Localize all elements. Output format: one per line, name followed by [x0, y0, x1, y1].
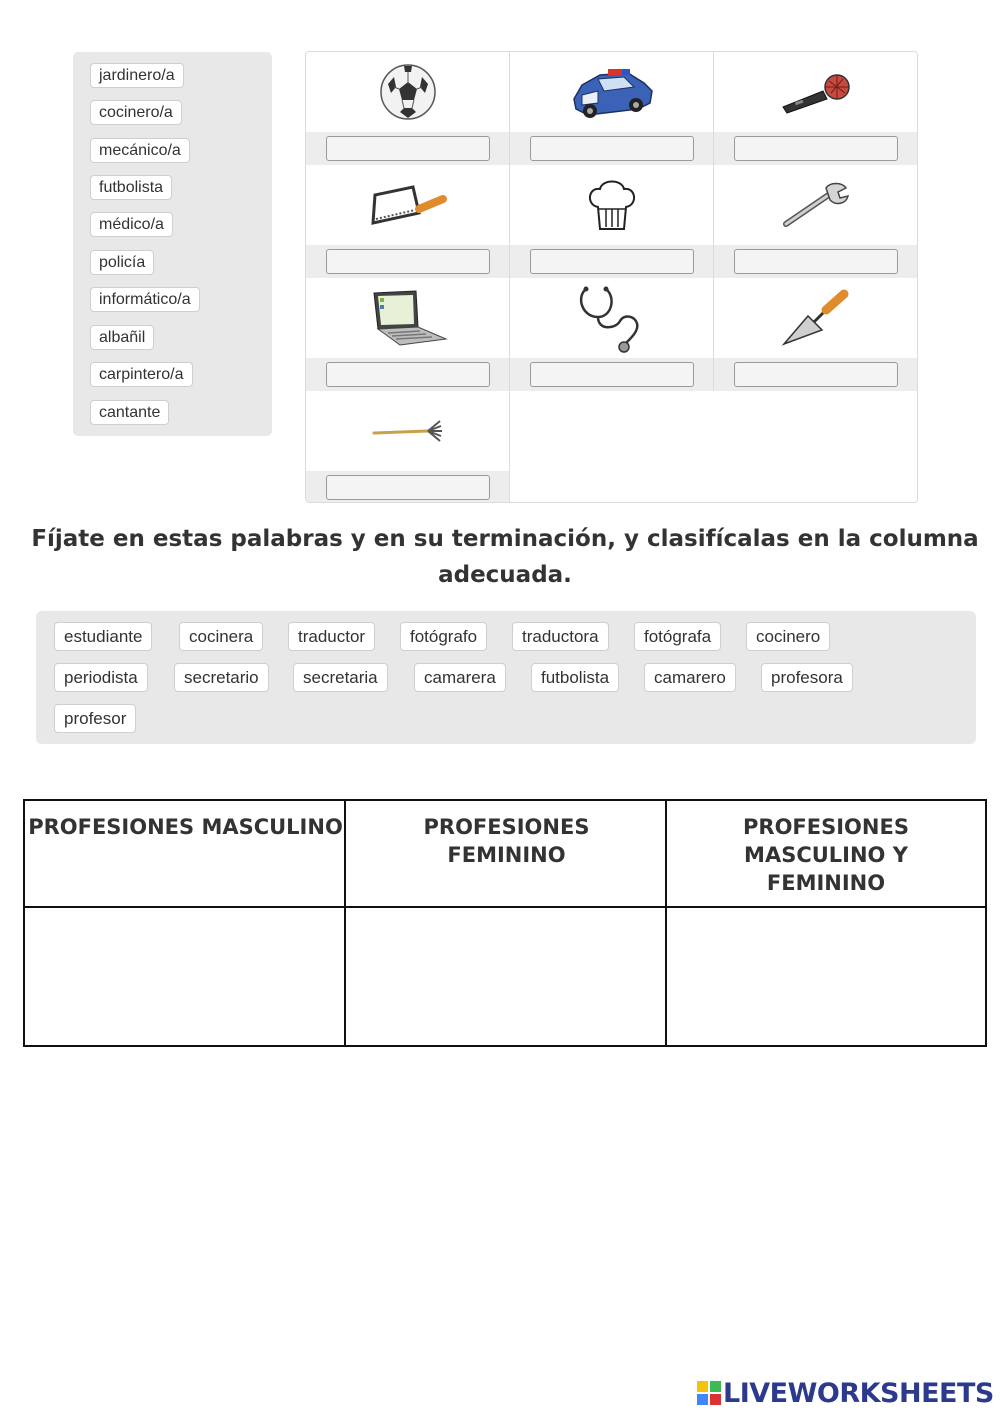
word-chip[interactable]: futbolista — [531, 663, 619, 692]
word-chip[interactable]: camarero — [644, 663, 736, 692]
police-car-icon — [568, 61, 656, 123]
grid-cell — [510, 278, 713, 391]
word-chip[interactable]: informático/a — [90, 287, 200, 312]
answer-input[interactable] — [734, 362, 898, 387]
answer-input[interactable] — [326, 362, 490, 387]
word-chip[interactable]: futbolista — [90, 175, 172, 200]
word-chip[interactable]: jardinero/a — [90, 63, 184, 88]
word-chip[interactable]: fotógrafa — [634, 622, 721, 651]
drop-zone-masculine[interactable] — [25, 908, 344, 1045]
grid-divider — [713, 52, 714, 391]
word-chip[interactable]: carpintero/a — [90, 362, 193, 387]
answer-input[interactable] — [734, 136, 898, 161]
grid-cell — [714, 52, 917, 165]
rake-icon — [370, 416, 446, 446]
liveworksheets-logo — [697, 1376, 994, 1410]
column-header-both: PROFESIONES MASCULINO Y FEMININO — [743, 815, 909, 895]
grid-cell — [510, 52, 713, 165]
chef-hat-icon — [584, 177, 640, 233]
word-chip[interactable]: albañil — [90, 325, 154, 350]
grid-cell — [306, 52, 509, 165]
word-bank-words — [36, 611, 976, 744]
instruction-text: Fíjate en estas palabras y en su terminación, y clasifícalas en la columna adecuada. — [31, 526, 979, 588]
grid-cell — [714, 278, 917, 391]
word-chip[interactable]: profesora — [761, 663, 853, 692]
word-chip[interactable]: fotógrafo — [400, 622, 487, 651]
grid-cell — [306, 278, 509, 391]
grid-cell — [306, 391, 509, 503]
word-chip[interactable]: estudiante — [54, 622, 152, 651]
answer-input[interactable] — [530, 136, 694, 161]
drop-zone-feminine[interactable] — [346, 908, 665, 1045]
answer-input[interactable] — [530, 362, 694, 387]
word-chip[interactable]: secretario — [174, 663, 269, 692]
logo-text: LIVEWORKSHEETS — [723, 1377, 994, 1409]
word-chip[interactable]: camarera — [414, 663, 506, 692]
wrench-icon — [780, 180, 852, 230]
word-chip[interactable]: profesor — [54, 704, 136, 733]
word-chip[interactable]: cocinero — [746, 622, 830, 651]
column-header-masculine: PROFESIONES MASCULINO — [28, 815, 343, 839]
drop-zone-both[interactable] — [667, 908, 985, 1045]
answer-input[interactable] — [530, 249, 694, 274]
word-chip[interactable]: cocinero/a — [90, 100, 182, 125]
word-chip[interactable]: periodista — [54, 663, 148, 692]
grid-cell — [306, 165, 509, 278]
answer-input[interactable] — [326, 475, 490, 500]
soccer-ball-icon — [378, 62, 438, 122]
microphone-icon — [779, 67, 853, 117]
logo-mark-icon — [697, 1381, 721, 1405]
word-chip[interactable]: cantante — [90, 400, 169, 425]
classification-table — [23, 799, 987, 1047]
laptop-icon — [366, 287, 450, 349]
word-chip[interactable]: traductora — [512, 622, 609, 651]
answer-input[interactable] — [326, 249, 490, 274]
word-bank-professions — [73, 52, 272, 436]
saw-icon — [367, 179, 449, 231]
image-grid — [305, 51, 918, 503]
word-chip[interactable]: traductor — [288, 622, 375, 651]
answer-input[interactable] — [326, 136, 490, 161]
word-chip[interactable]: médico/a — [90, 212, 173, 237]
word-chip[interactable]: cocinera — [179, 622, 263, 651]
word-chip[interactable]: mecánico/a — [90, 138, 190, 163]
word-chip[interactable]: secretaria — [293, 663, 388, 692]
stethoscope-icon — [572, 283, 652, 353]
trowel-icon — [778, 286, 854, 350]
word-chip[interactable]: policía — [90, 250, 154, 275]
grid-cell — [714, 165, 917, 278]
grid-cell — [510, 165, 713, 278]
grid-divider — [509, 52, 510, 503]
answer-input[interactable] — [734, 249, 898, 274]
column-header-feminine: PROFESIONES FEMININO — [423, 815, 590, 867]
